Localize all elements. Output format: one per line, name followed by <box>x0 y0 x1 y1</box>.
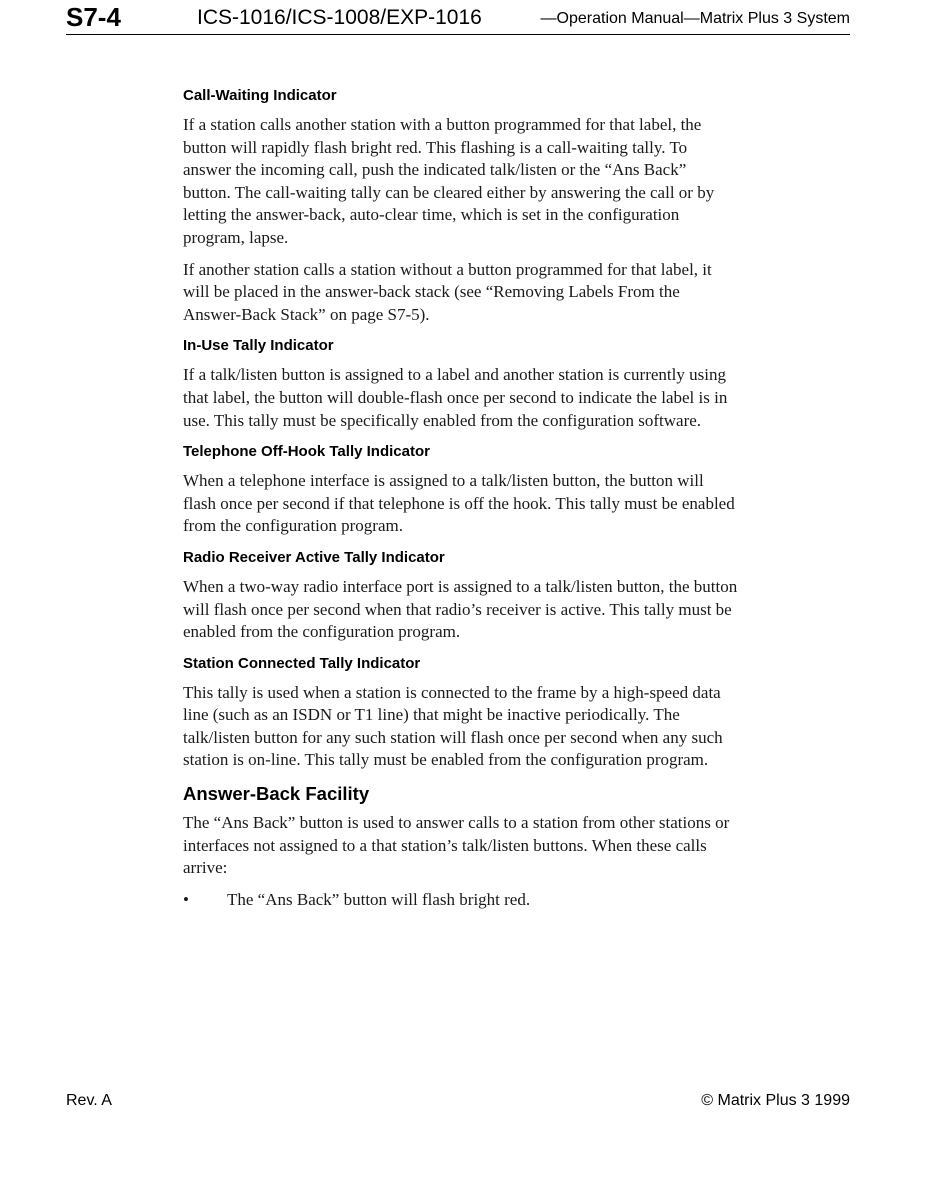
page-body <box>183 86 738 911</box>
section-heading: Telephone Off-Hook Tally Indicator <box>183 443 430 461</box>
section-heading: Radio Receiver Active Tally Indicator <box>183 548 445 566</box>
paragraph: If a talk/listen button is assigned to a label and another station is currently using that label, the button will double-flash once per second to indicate the label is in use. This tally must be specifically enabled from the configuration software. <box>183 365 728 430</box>
section-radio <box>183 548 738 644</box>
section-heading: In-Use Tally Indicator <box>183 337 334 355</box>
document-models: ICS-1016/ICS-1008/EXP-1016 <box>197 6 482 29</box>
section-heading: Call-Waiting Indicator <box>183 87 337 104</box>
paragraph: If a station calls another station with a button programmed for that label, the button will rapidly flash bright red. This flashing is a call-waiting tally. To answer the incoming call, push the indicated talk/listen or the “Ans Back” button. The call-waiting tally can be cleared either by answering the call or by letting the answer-back, auto-clear time, which is set in the configuration program, lapse. <box>183 115 715 247</box>
paragraph: When a two-way radio interface port is assigned to a talk/listen button, the button will flash once per second when that radio’s receiver is active. This tally must be enabled from the configuration program. <box>183 576 738 642</box>
list-item <box>183 889 738 912</box>
section-answer-back <box>183 782 738 911</box>
page-number: S7-4 <box>66 2 121 32</box>
paragraph: This tally is used when a station is connected to the frame by a high-speed data line (such as an ISDN or T1 line) that might be inactive periodically. The talk/listen button for any such station will flash once per second when any such station is on-line. This tally must be enabled from the configuration program. <box>183 682 723 770</box>
section-in-use <box>183 336 738 432</box>
section-heading: Station Connected Tally Indicator <box>183 654 421 672</box>
document-subtitle: —Operation Manual—Matrix Plus 3 System <box>540 10 850 27</box>
page-header <box>66 0 850 35</box>
list-item-text: The “Ans Back” button will flash bright red. <box>227 889 531 909</box>
bullet-icon: • <box>183 889 189 909</box>
page-footer <box>66 1090 850 1112</box>
copyright-notice: © Matrix Plus 3 1999 <box>701 1092 850 1109</box>
revision-label: Rev. A <box>66 1092 112 1109</box>
section-telephone <box>183 442 738 538</box>
section-call-waiting <box>183 86 738 326</box>
paragraph: When a telephone interface is assigned to a talk/listen button, the button will flash once per second if that telephone is off the hook. This tally must be enabled from the configuration program. <box>183 471 735 536</box>
major-heading: Answer-Back Facility <box>183 783 370 805</box>
bullet-list <box>183 889 738 912</box>
paragraph: If another station calls a station without a button programmed for that label, it will be placed in the answer-back stack (see “Removing Labels From the Answer-Back Stack” on page S7-5). <box>183 259 712 324</box>
paragraph: The “Ans Back” button is used to answer calls to a station from other stations or interfaces not assigned to a that station’s talk/listen buttons. When these calls arrive: <box>183 813 730 878</box>
section-station-connected <box>183 654 738 772</box>
